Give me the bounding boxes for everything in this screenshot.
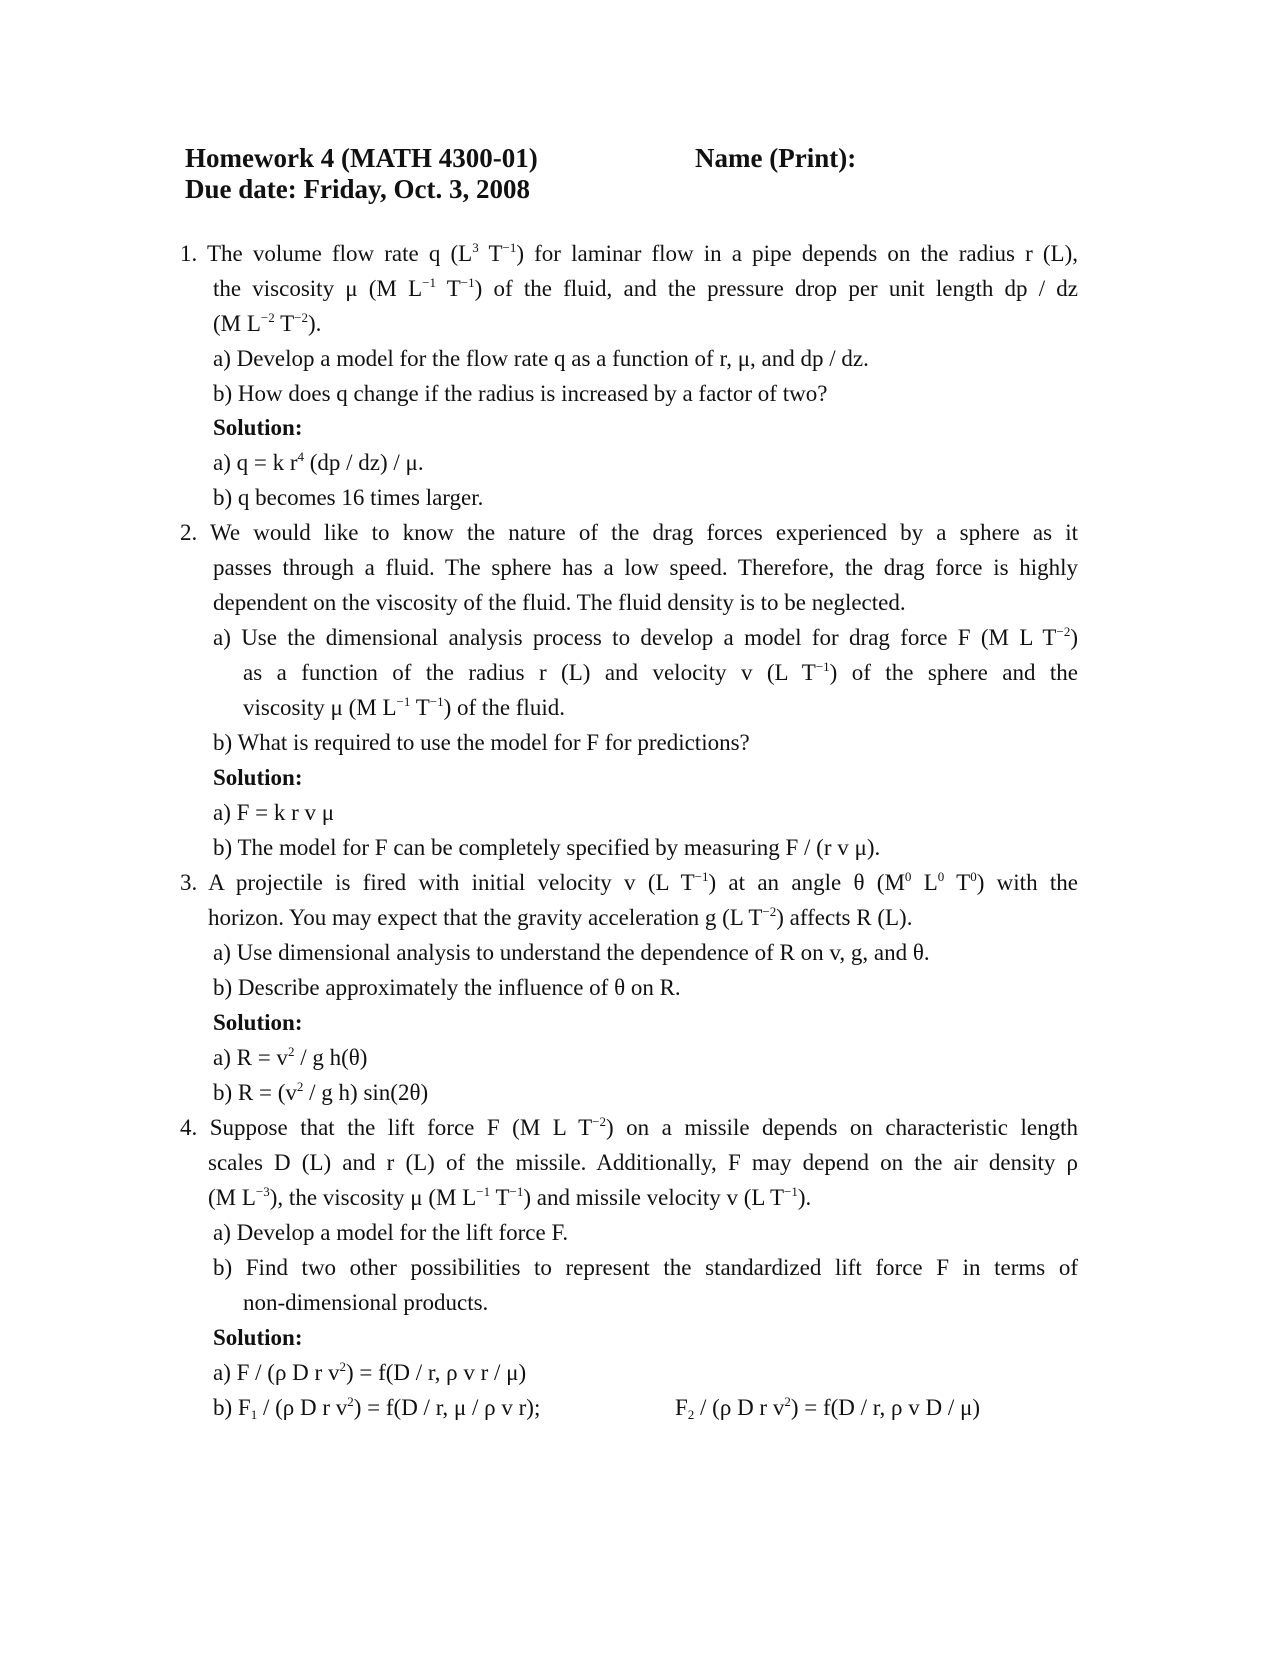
problem-1-line-3: (M $L^{-2}$ $T^{-2}$). (213, 310, 322, 336)
problem-4-line-2: scales D (L) and r (L) of the missile. Additionally, F may depend on the air density ρ (208, 1150, 1078, 1175)
problem-4-question-a: a) Develop a model for the lift force F. (213, 1220, 569, 1245)
problem-1-solution-b: b) q becomes 16 times larger. (213, 485, 484, 510)
due-date: Due date: Friday, Oct. 3, 2008 (185, 174, 530, 204)
homework-title: Homework 4 (MATH 4300-01) (185, 143, 538, 173)
problem-3-line-2: horizon. You may expect that the gravity acceleration g (L $T^{-2}$) affects R (L). (208, 904, 913, 930)
problem-2-line-1: 2. We would like to know the nature of the drag forces experienced by a sphere as it (180, 520, 1078, 545)
problem-1-line-2: the viscosity μ (M $L^{-1}$ $T^{-1}$) of the fluid, and the pressure drop per unit length dp / dz (213, 275, 1079, 301)
problem-4-solution-b2: $F_2 / (\rho$ D r $v^2) = f(D / r$, ρ v D / μ) (675, 1394, 980, 1422)
problem-3-solution-label: Solution: (213, 1010, 303, 1035)
problem-2-question-a-line-1: a) Use the dimensional analysis process to develop a model for drag force F (M L $T^{-2}$) (213, 624, 1078, 650)
problem-3-line-1: 3. A projectile is fired with initial velocity v (L $T^{-1}$) at an angle θ ($M^0$ $L^0$ $T^0$) with the (180, 869, 1078, 895)
problem-4-solution-a: a) F / (ρ D r $v^2) = f(D / r$, ρ v r / μ) (213, 1359, 527, 1385)
problem-2-solution-b: b) The model for F can be completely specified by measuring F / (r v μ). (213, 835, 881, 860)
problem-4-question-b-line-2: non-dimensional products. (243, 1290, 489, 1315)
problem-4-solution-label: Solution: (213, 1325, 303, 1350)
problem-1-solution-a: a) q = k $r^4$ (dp / dz) / μ. (213, 449, 424, 475)
problem-3-question-b: b) Describe approximately the influence of θ on R. (213, 975, 681, 1000)
problem-2-question-a-line-2: as a function of the radius r (L) and velocity v (L $T^{-1}$) of the sphere and the (243, 659, 1078, 685)
problem-1-solution-label: Solution: (213, 415, 303, 440)
problem-3-question-a: a) Use dimensional analysis to understand the dependence of R on v, g, and θ. (213, 940, 930, 965)
problem-1-question-a: a) Develop a model for the flow rate q as a function of r, μ, and dp / dz. (213, 346, 869, 371)
problem-4-solution-b1: b) $F_1 / (\rho$ D r $v^2) = f(D / r$, μ / ρ v r); (213, 1394, 541, 1422)
problem-2-solution-a: a) F = k r v μ (213, 800, 335, 825)
problem-4-line-1: 4. Suppose that the lift force F (M L $T^{-2}$) on a missile depends on characteristic length (180, 1114, 1078, 1140)
problem-4-line-3: (M $L^{-3}$), the viscosity μ (M $L^{-1}$ $T^{-1}$) and missile velocity v (L $T^{-1}$). (208, 1184, 812, 1210)
problem-1-line-1: 1. The volume flow rate q ($L^3$ $T^{-1}$) for laminar flow in a pipe depends on the radius r (L), (180, 240, 1079, 266)
problem-2-question-a-line-3: viscosity μ (M $L^{-1}$ $T^{-1}$) of the fluid. (243, 694, 565, 720)
problem-1-question-b: b) How does q change if the radius is increased by a factor of two? (213, 381, 828, 406)
problem-3-solution-b: b) $R = (v^2 / g$ h) sin(2θ) (213, 1079, 429, 1105)
problem-3-solution-a: a) $R = v^2 / g$ h(θ) (213, 1044, 368, 1070)
problem-2-line-2: passes through a fluid. The sphere has a low speed. Therefore, the drag force is highly (213, 555, 1078, 580)
problem-2-solution-label: Solution: (213, 765, 303, 790)
problem-4-question-b-line-1: b) Find two other possibilities to represent the standardized lift force F in terms of (213, 1255, 1078, 1280)
problem-2-line-3: dependent on the viscosity of the fluid. The fluid density is to be neglected. (213, 590, 906, 615)
name-print-label: Name (Print): (695, 143, 857, 173)
problem-2-question-b: b) What is required to use the model for F for predictions? (213, 730, 750, 755)
